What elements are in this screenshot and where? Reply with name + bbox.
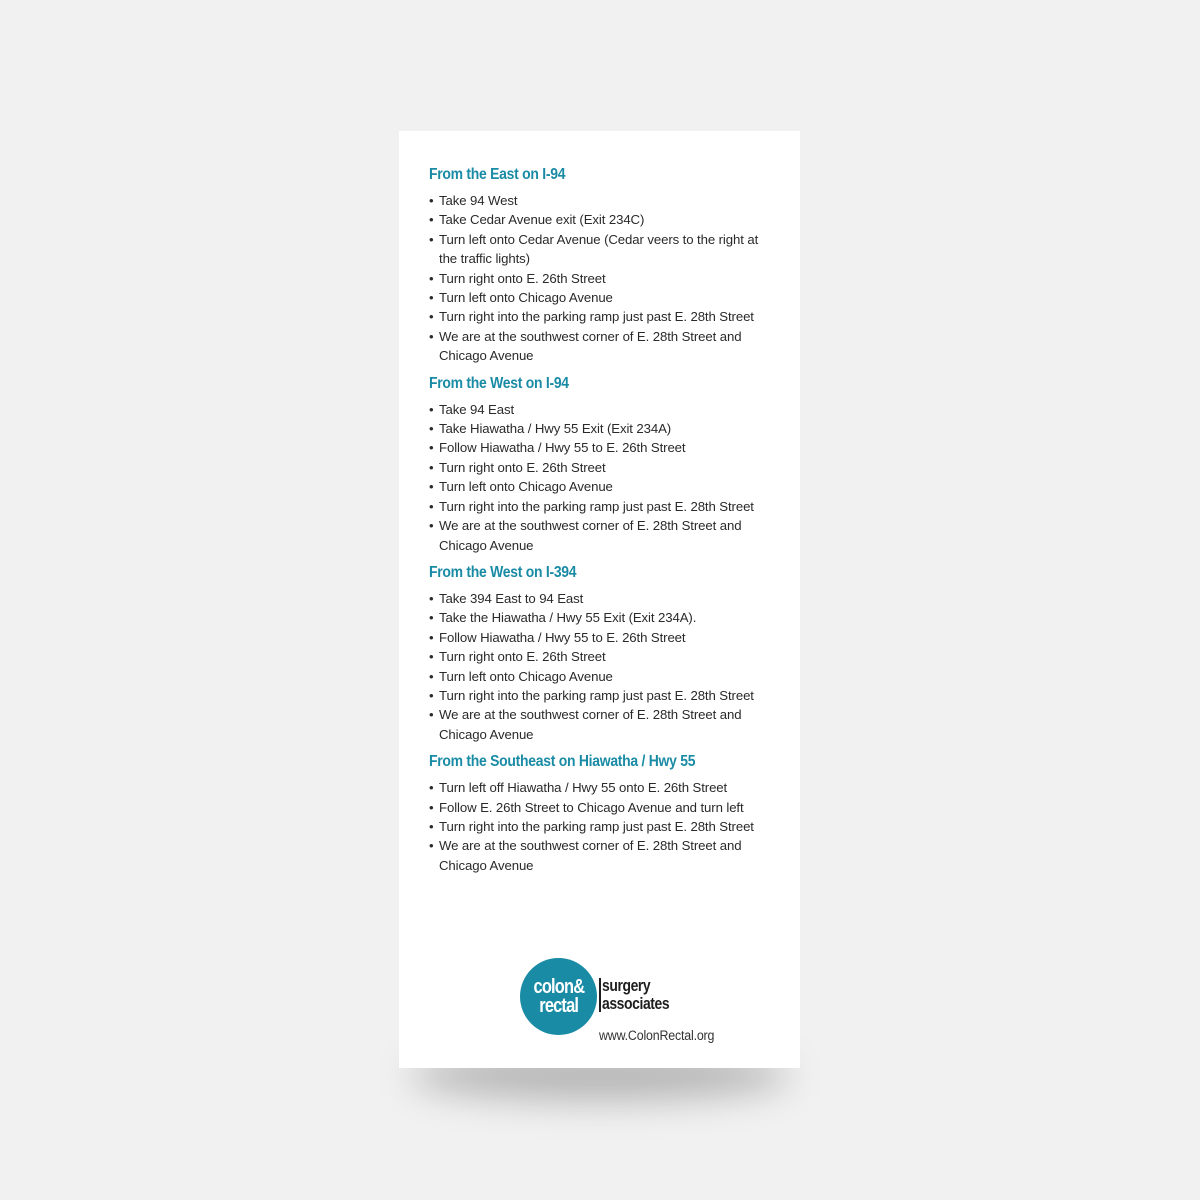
direction-step-text: Follow Hiawatha / Hwy 55 to E. 26th Street — [439, 629, 686, 645]
bullet-icon: • — [429, 193, 434, 208]
direction-step — [429, 589, 772, 608]
direction-list — [429, 589, 772, 744]
direction-step-text: Turn left onto Cedar Avenue (Cedar veers to the right at the traffic lights) — [439, 231, 759, 267]
direction-step — [429, 269, 772, 288]
direction-list — [429, 400, 772, 555]
direction-step — [429, 667, 772, 686]
direction-step — [429, 778, 772, 797]
logo-word-associates: associates — [602, 994, 670, 1013]
directions-section — [429, 374, 772, 555]
direction-step-text: Turn right into the parking ramp just past E. 28th Street — [439, 498, 754, 514]
direction-step-text: Turn left off Hiawatha / Hwy 55 onto E. 26th Street — [439, 780, 728, 796]
bullet-icon: • — [429, 687, 434, 703]
direction-step-text: Turn right onto E. 26th Street — [439, 270, 606, 286]
direction-step-text: Take Hiawatha / Hwy 55 Exit (Exit 234A) — [439, 421, 672, 437]
direction-step-text: Take 394 East to 94 East — [439, 590, 584, 606]
bullet-icon: • — [429, 818, 434, 834]
direction-step — [429, 288, 772, 307]
direction-step — [429, 497, 772, 516]
direction-list — [429, 191, 772, 366]
direction-step-text: Turn left onto Chicago Avenue — [439, 479, 613, 495]
direction-step-text: Follow E. 26th Street to Chicago Avenue and turn left — [439, 799, 744, 815]
logo-circle-line2: rectal — [539, 994, 578, 1017]
practice-logo — [520, 958, 740, 1048]
direction-step-text: Turn left onto Chicago Avenue — [439, 668, 613, 684]
direction-step-text: Take 94 East — [439, 401, 515, 417]
direction-step — [429, 817, 772, 836]
logo-divider — [599, 978, 601, 1012]
bullet-icon: • — [429, 290, 434, 306]
direction-step — [429, 477, 772, 496]
direction-step-text: Turn right onto E. 26th Street — [439, 459, 606, 475]
direction-step-text: Turn right into the parking ramp just past E. 28th Street — [439, 687, 754, 703]
bullet-icon: • — [429, 328, 434, 344]
section-title: From the West on I-94 — [429, 374, 569, 392]
bullet-icon: • — [429, 610, 434, 626]
direction-step — [429, 400, 772, 419]
directions-section — [429, 752, 772, 875]
direction-step-text: Turn right onto E. 26th Street — [439, 649, 606, 665]
directions-card — [399, 131, 800, 1068]
bullet-icon: • — [429, 498, 434, 514]
direction-step — [429, 798, 772, 817]
bullet-icon: • — [429, 707, 434, 723]
bullet-icon: • — [429, 421, 434, 437]
bullet-icon: • — [429, 838, 434, 854]
bullet-icon: • — [429, 270, 434, 286]
bullet-icon: • — [429, 440, 434, 456]
section-title: From the East on I-94 — [429, 166, 566, 183]
website-url[interactable]: www.ColonRectal.org — [599, 1028, 715, 1043]
bullet-icon: • — [429, 231, 434, 247]
direction-step — [429, 210, 772, 229]
direction-step-text: We are at the southwest corner of E. 28th Street and Chicago Avenue — [439, 328, 742, 364]
direction-step — [429, 307, 772, 326]
direction-step-text: Take 94 West — [439, 193, 518, 208]
direction-step — [429, 705, 772, 744]
direction-step-text: Take Cedar Avenue exit (Exit 234C) — [439, 212, 645, 228]
section-title: From the West on I-394 — [429, 563, 577, 581]
directions-sections — [429, 165, 772, 875]
direction-step-text: We are at the southwest corner of E. 28th Street and Chicago Avenue — [439, 707, 742, 742]
direction-step — [429, 327, 772, 366]
direction-step — [429, 647, 772, 666]
bullet-icon: • — [429, 590, 434, 606]
direction-step-text: Turn right into the parking ramp just past E. 28th Street — [439, 818, 754, 834]
bullet-icon: • — [429, 649, 434, 665]
directions-section — [429, 563, 772, 744]
direction-step — [429, 419, 772, 438]
logo-word-surgery: surgery — [602, 976, 651, 995]
bullet-icon: • — [429, 518, 434, 534]
logo-wordmark — [602, 977, 684, 1013]
direction-step-text: Turn right into the parking ramp just past E. 28th Street — [439, 309, 754, 325]
logo-circle-line1: colon& — [533, 975, 584, 998]
bullet-icon: • — [429, 212, 434, 228]
direction-step — [429, 458, 772, 477]
bullet-icon: • — [429, 459, 434, 475]
direction-step-text: We are at the southwest corner of E. 28th Street and Chicago Avenue — [439, 518, 742, 553]
direction-step — [429, 230, 772, 269]
direction-list — [429, 778, 772, 875]
direction-step — [429, 836, 772, 875]
bullet-icon: • — [429, 780, 434, 796]
bullet-icon: • — [429, 309, 434, 325]
direction-step — [429, 516, 772, 555]
bullet-icon: • — [429, 668, 434, 684]
direction-step-text: Follow Hiawatha / Hwy 55 to E. 26th Street — [439, 440, 686, 456]
direction-step-text: Take the Hiawatha / Hwy 55 Exit (Exit 234A). — [439, 610, 697, 626]
directions-section — [429, 165, 772, 366]
direction-step — [429, 608, 772, 627]
direction-step — [429, 628, 772, 647]
direction-step-text: We are at the southwest corner of E. 28th Street and Chicago Avenue — [439, 838, 742, 873]
direction-step-text: Turn left onto Chicago Avenue — [439, 290, 613, 306]
bullet-icon: • — [429, 799, 434, 815]
bullet-icon: • — [429, 401, 434, 417]
section-title: From the Southeast on Hiawatha / Hwy 55 — [429, 753, 696, 771]
bullet-icon: • — [429, 479, 434, 495]
direction-step — [429, 191, 772, 210]
direction-step — [429, 438, 772, 457]
direction-step — [429, 686, 772, 705]
bullet-icon: • — [429, 629, 434, 645]
logo-circle — [520, 958, 597, 1035]
